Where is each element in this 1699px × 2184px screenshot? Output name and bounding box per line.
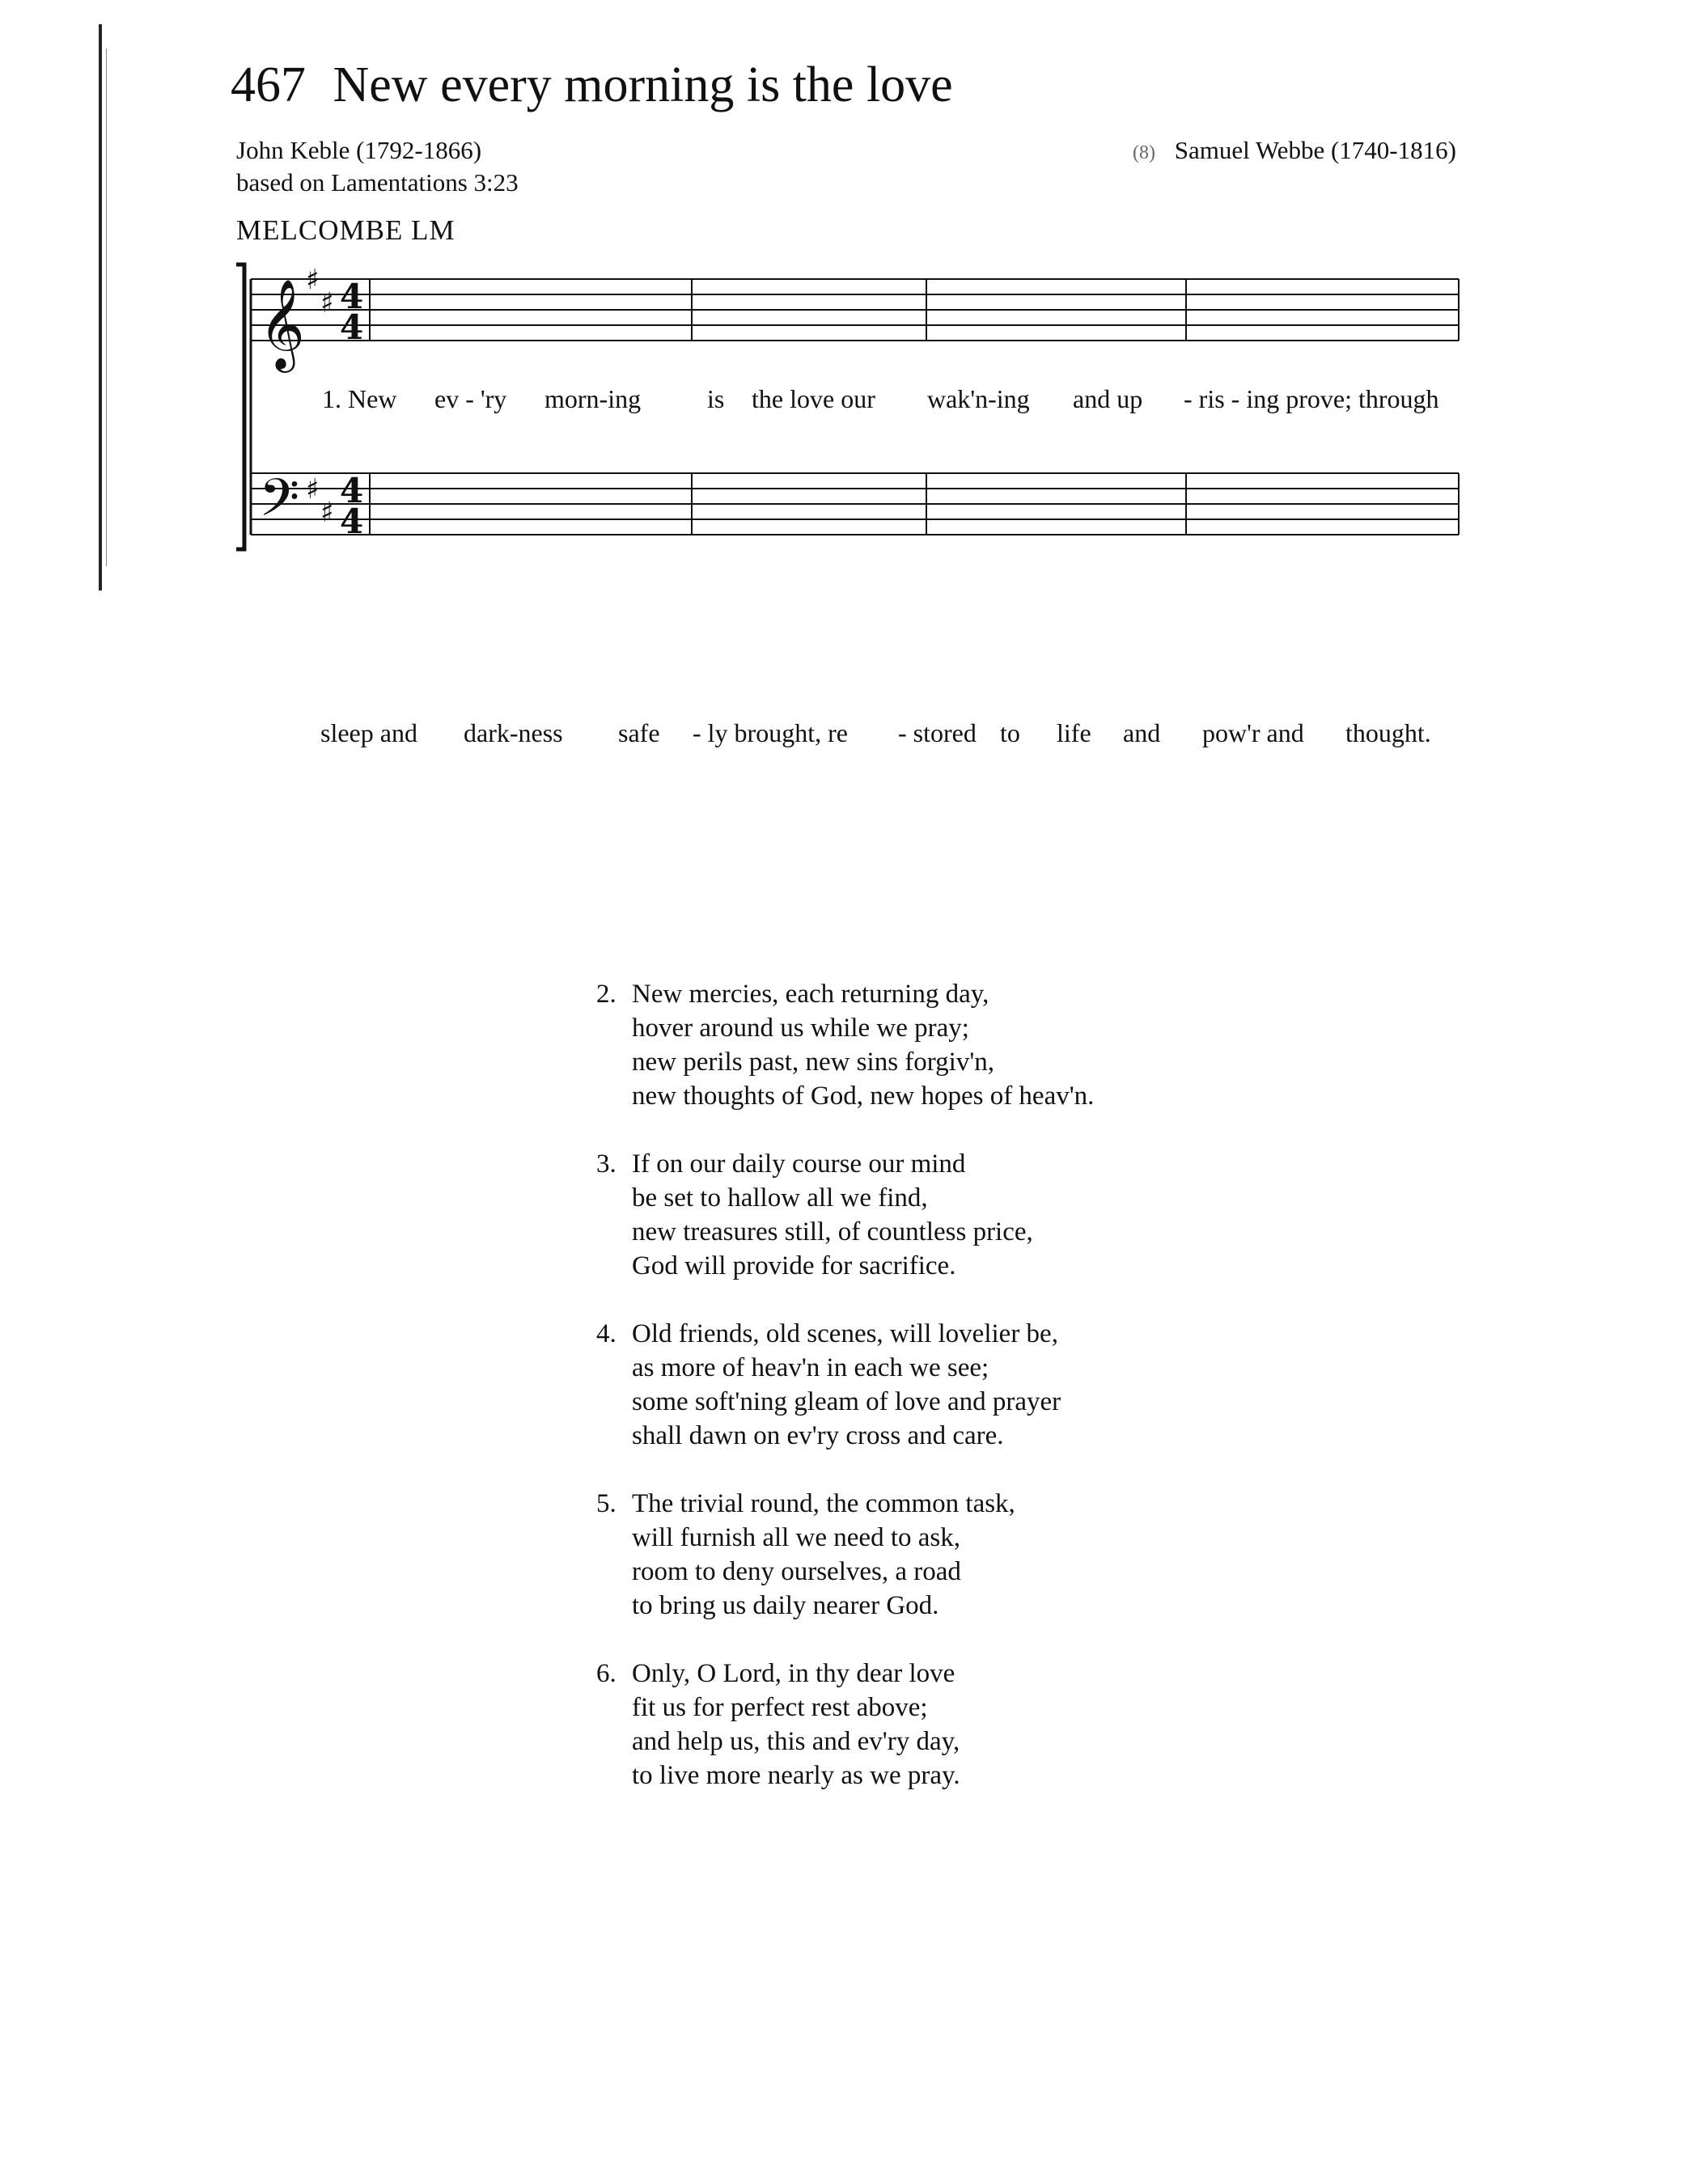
verse-number: 2. [596,980,616,1009]
lyric-syllable: - ris - ing prove; through [1184,384,1439,413]
lyric-syllable: morn-ing [544,384,642,413]
verse-line [596,1725,1094,1759]
verse-6 [596,1657,1094,1792]
verse-line-text: If on our daily course our mind [632,1149,966,1179]
verse-3 [596,1147,1094,1283]
source-credit: based on Lamentations 3:23 [236,168,519,197]
verse-line [596,1215,1094,1249]
verse-line [596,1487,1094,1521]
lyric-syllable: ev - 'ry [434,384,507,413]
verse-line [596,1351,1094,1385]
verse-line [596,1079,1094,1113]
composer-mark: (8) [1133,142,1155,163]
lyric-syllable: sleep and [320,718,417,747]
verse-line-text: as more of heav'n in each we see; [632,1353,989,1382]
verse-line-text: and help us, this and ev'ry day, [632,1727,960,1756]
verses [596,977,1094,1826]
verse-line [596,1385,1094,1419]
verse-line [596,1181,1094,1215]
lyric-syllable: wak'n-ing [927,384,1030,413]
lyric-syllable: is [707,384,725,413]
lyric-syllable: dark-ness [464,718,563,747]
sharp-sign: ♯ [320,496,334,529]
lyric-syllable: 1. New [322,384,397,413]
time-signature: 4 [340,502,364,541]
verse-number: 6. [596,1659,616,1688]
hymn-number: 467 [231,57,306,112]
verse-line-text: will furnish all we need to ask, [632,1523,960,1552]
verse-line-text: fit us for perfect rest above; [632,1693,928,1722]
verse-line [596,1555,1094,1589]
verse-line [596,1657,1094,1691]
verse-line [596,1045,1094,1079]
verse-line-text: shall dawn on ev'ry cross and care. [632,1421,1004,1450]
verse-line-text: be set to hallow all we find, [632,1183,928,1213]
lyric-syllable: thought. [1345,718,1431,747]
verse-line-text: New mercies, each returning day, [632,980,989,1009]
verse-2 [596,977,1094,1113]
verse-line-text: to bring us daily nearer God. [632,1591,939,1620]
lyric-syllable: and [1123,718,1161,747]
lyric-syllable: and up [1073,384,1143,413]
lyric-syllable: - ly brought, re [693,718,848,747]
verse-line-text: new thoughts of God, new hopes of heav'n. [632,1081,1095,1111]
verse-5 [596,1487,1094,1623]
verse-line [596,1249,1094,1283]
verse-line [596,1317,1094,1351]
sharp-sign: ♯ [306,264,320,296]
verse-line [596,977,1094,1011]
verse-line [596,1691,1094,1725]
verse-line-text: hover around us while we pray; [632,1014,969,1043]
verse-line-text: new treasures still, of countless price, [632,1217,1033,1246]
hymn-title: New every morning is the love [333,57,953,112]
verse-line-text: to live more nearly as we pray. [632,1761,960,1790]
verse-number: 5. [596,1489,616,1518]
verse-line-text: room to deny ourselves, a road [632,1557,961,1586]
time-signature: 4 [340,471,364,510]
verse-line [596,1759,1094,1792]
lyric-syllable: safe [618,718,660,747]
time-signature: 4 [340,277,364,316]
verse-line [596,1419,1094,1453]
verse-number: 4. [596,1319,616,1348]
verse-line-text: Old friends, old scenes, will lovelier be, [632,1319,1058,1348]
verse-line [596,1589,1094,1623]
lyric-syllable: - stored [898,718,977,747]
verse-4 [596,1317,1094,1453]
verse-line-text: some soft'ning gleam of love and prayer [632,1387,1061,1416]
lyric-syllable: pow'r and [1202,718,1304,747]
verse-line-text: new perils past, new sins forgiv'n, [632,1048,995,1077]
sharp-sign: ♯ [306,473,320,506]
verse-line-text: Only, O Lord, in thy dear love [632,1659,955,1688]
lyric-syllable: life [1057,718,1091,747]
tune-name: MELCOMBE LM [236,214,455,246]
lyric-syllable: to [1000,718,1020,747]
verse-line [596,1011,1094,1045]
treble-clef: 𝄞 [259,278,305,369]
author-credit: John Keble (1792-1866) [236,136,482,164]
time-signature: 4 [340,307,364,347]
verse-line [596,1521,1094,1555]
verse-line [596,1147,1094,1181]
verse-line-text: God will provide for sacrifice. [632,1251,956,1280]
composer-credit: Samuel Webbe (1740-1816) [1174,136,1456,164]
lyric-syllable: the love our [752,384,875,413]
verse-line-text: The trivial round, the common task, [632,1489,1015,1518]
bass-clef: 𝄢 [259,468,300,541]
verse-number: 3. [596,1149,616,1179]
sharp-sign: ♯ [320,286,334,320]
